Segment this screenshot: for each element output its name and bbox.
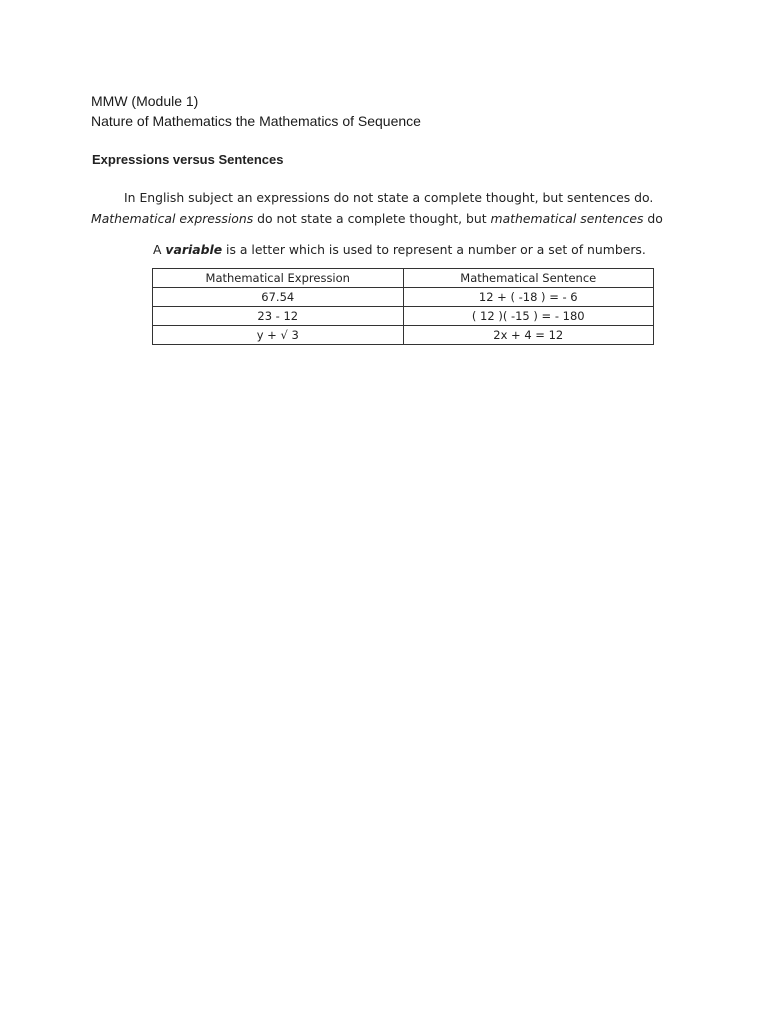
term-mathematical-sentences: mathematical sentences [490,211,644,226]
variable-definition [153,241,646,259]
paragraph-math-comparison [91,210,663,228]
definition-text: is a letter which is used to represent a number or a set of numbers. [222,242,646,257]
paragraph-english-comparison: In English subject an expressions do not state a complete thought, but sentences do. [124,190,654,205]
document-subtitle: Nature of Mathematics the Mathematics of Sequence [91,113,421,129]
table-row [153,307,654,326]
table-cell-expression: 67.54 [153,288,404,307]
section-heading: Expressions versus Sentences [92,152,284,167]
paragraph-text: do not state a complete thought, but [253,211,491,226]
table-row [153,326,654,345]
column-header-sentence: Mathematical Sentence [403,269,654,288]
table-row [153,288,654,307]
definition-text: A [153,242,166,257]
table-header-row [153,269,654,288]
document-title: MMW (Module 1) [91,93,199,109]
expression-sentence-table [152,268,654,345]
table-cell-sentence: ( 12 )( -15 ) = - 180 [403,307,654,326]
table-cell-expression: 23 - 12 [153,307,404,326]
column-header-expression: Mathematical Expression [153,269,404,288]
paragraph-text: do [643,211,663,226]
table-cell-sentence: 12 + ( -18 ) = - 6 [403,288,654,307]
term-variable: variable [165,242,223,257]
term-mathematical-expressions: Mathematical expressions [91,211,254,226]
table-cell-expression: y + √ 3 [153,326,404,345]
section-heading-clipped [92,152,292,174]
table-cell-sentence: 2x + 4 = 12 [403,326,654,345]
